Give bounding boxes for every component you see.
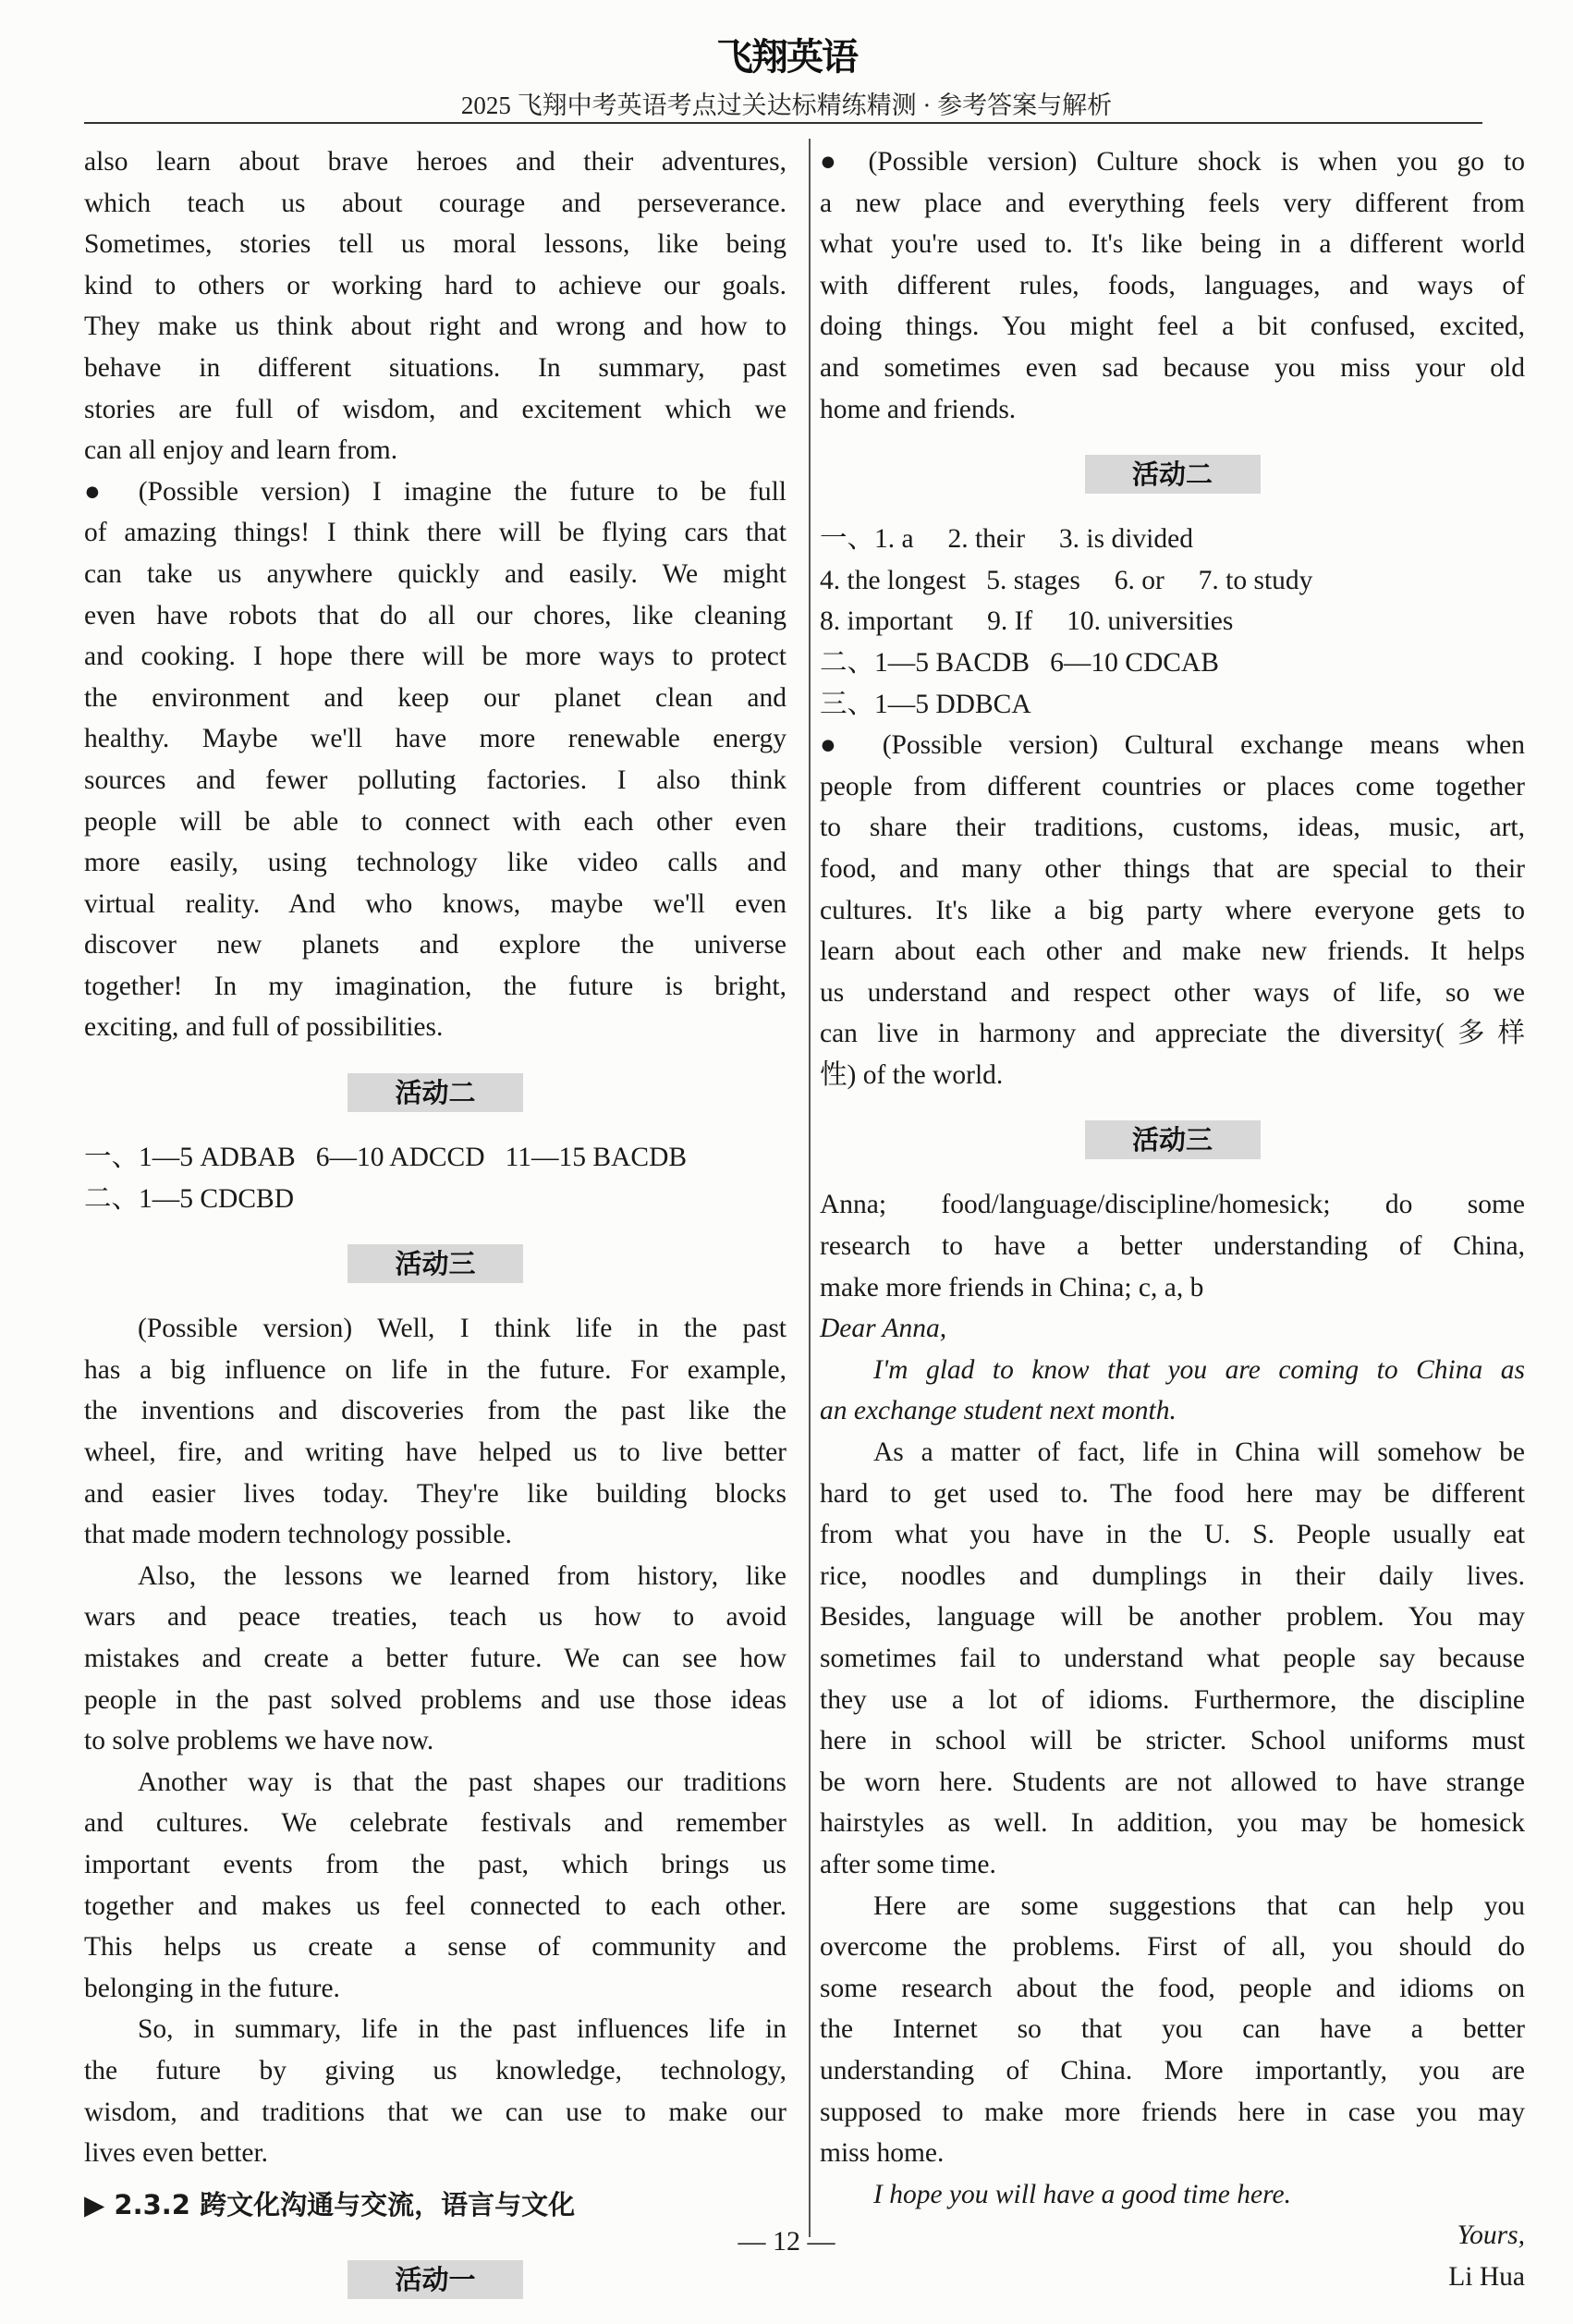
- paragraph: [84, 1556, 786, 1762]
- left-column: [84, 141, 786, 2324]
- text-line: This helps us create a sense of community and: [84, 1932, 786, 1963]
- text-line: I'm glad to know that you are coming to China as: [873, 1354, 1525, 1385]
- text-line: here in school will be stricter. School uniforms must: [820, 1726, 1525, 1756]
- text-line: of amazing things! I think there will be flying cars that: [84, 518, 786, 548]
- text-line: and cooking. I hope there will be more ways to protect: [84, 642, 786, 672]
- text-line: also learn about brave heroes and their adventures,: [84, 147, 786, 177]
- text-line: together! In my imagination, the future is bright,: [84, 971, 786, 1001]
- text-line: exciting, and full of possibilities.: [84, 1012, 444, 1043]
- activity-heading-label: 活动二: [1085, 455, 1261, 494]
- text-line: which teach us about courage and perseverance.: [84, 188, 786, 218]
- text-line: So, in summary, life in the past influences life in: [138, 2014, 786, 2045]
- text-line: virtual reality. And who knows, maybe we'll even: [84, 888, 786, 919]
- text-line: to solve problems we have now.: [84, 1726, 434, 1756]
- text-line: They make us think about right and wrong and how to: [84, 312, 786, 342]
- paragraph: [820, 1308, 1525, 1350]
- text-line: from what you have in the U. S. People usually eat: [820, 1520, 1525, 1550]
- text-line: food, and many other things that are special to their: [820, 853, 1525, 884]
- text-line: lives even better.: [84, 2138, 269, 2169]
- activity-heading: [820, 1095, 1525, 1184]
- text-line: doing things. You might feel a bit confused, excited,: [820, 312, 1525, 342]
- page-number: — 12 —: [738, 2226, 835, 2257]
- text-line: the future by giving us knowledge, technology,: [84, 2055, 786, 2085]
- book-title: 2025 飞翔中考英语考点过关达标精练精测 · 参考答案与解析: [460, 92, 1113, 119]
- text-line: us understand and respect other ways of life, so we: [820, 977, 1525, 1008]
- text-line: Here are some suggestions that can help you: [873, 1890, 1525, 1921]
- text-line: to share their traditions, customs, ideas, music, art,: [820, 813, 1525, 843]
- text-line: has a big influence on life in the future. For example,: [84, 1354, 786, 1385]
- text-line: even have robots that do all our chores, like cleaning: [84, 600, 786, 630]
- text-line: hard to get used to. The food here may be different: [820, 1478, 1525, 1509]
- text-line: ● (Possible version) Culture shock is when you go to: [820, 147, 1525, 177]
- text-line: kind to others or working hard to achieve our goals.: [84, 270, 786, 300]
- activity-heading: [84, 1219, 786, 1308]
- text-line: discover new planets and explore the universe: [84, 930, 786, 960]
- text-line: that made modern technology possible.: [84, 1520, 512, 1550]
- text-line: more easily, using technology like video calls and: [84, 848, 786, 878]
- text-line: can live in harmony and appreciate the diversity(多样: [820, 1019, 1525, 1049]
- text-line: they use a lot of idioms. Furthermore, the discipline: [820, 1684, 1525, 1715]
- text-line: wars and peace treaties, teach us how to avoid: [84, 1602, 786, 1633]
- text-line: people from different countries or places come together: [820, 771, 1525, 801]
- activity-heading-label: 活动二: [348, 1073, 523, 1112]
- paragraph: [84, 1762, 786, 2010]
- text-line: 三、1—5 DDBCA: [820, 689, 1031, 719]
- text-line: after some time.: [820, 1849, 996, 1879]
- text-line: wisdom, and traditions that we can use to make our: [84, 2097, 786, 2127]
- answer-key: [820, 519, 1525, 725]
- text-line: supposed to make more friends here in case you may: [820, 2097, 1525, 2127]
- text-line: Li Hua: [1448, 2261, 1525, 2292]
- text-line: and sometimes even sad because you miss your old: [820, 352, 1525, 383]
- activity-heading: [84, 1048, 786, 1137]
- text-line: home and friends.: [820, 394, 1017, 424]
- text-line: and easier lives today. They're like building blocks: [84, 1478, 786, 1509]
- text-line: Dear Anna,: [820, 1314, 947, 1344]
- column-divider: [809, 139, 811, 2237]
- text-line: Another way is that the past shapes our traditions: [138, 1767, 786, 1797]
- header-rule: [84, 122, 1482, 124]
- text-line: 性) of the world.: [820, 1059, 1004, 1090]
- text-line: (Possible version) Well, I think life in the past: [138, 1314, 786, 1344]
- text-line: sometimes fail to understand what people say because: [820, 1644, 1525, 1673]
- text-line: 二、1—5 BACDB 6—10 CDCAB: [820, 647, 1219, 678]
- section-title: ▶ 2.3.2 跨文化沟通与交流，语言与文化: [84, 2188, 576, 2220]
- text-line: hairstyles as well. In addition, you may be homesick: [820, 1808, 1525, 1839]
- text-line: be worn here. Students are not allowed to have strange: [820, 1767, 1525, 1797]
- paragraph: [84, 1308, 786, 1556]
- text-line: As a matter of fact, life in China will somehow be: [873, 1437, 1525, 1468]
- text-line: important events from the past, which brings us: [84, 1849, 786, 1879]
- text-line: what you're used to. It's like being in a different world: [820, 229, 1525, 260]
- text-line: can take us anywhere quickly and easily. We might: [84, 558, 786, 589]
- text-line: 4. the longest 5. stages 6. or 7. to study: [820, 565, 1313, 595]
- activity-heading-label: 活动一: [348, 2260, 523, 2299]
- text-line: people will be able to connect with each other even: [84, 806, 786, 837]
- text-line: the Internet so that you can have a better: [820, 2014, 1525, 2045]
- text-line: make more friends in China; c, a, b: [820, 1272, 1204, 1303]
- activity-heading-label: 活动三: [1085, 1120, 1261, 1159]
- text-line: people in the past solved problems and use those ideas: [84, 1684, 786, 1715]
- text-line: belonging in the future.: [84, 1973, 340, 2003]
- paragraph: [820, 141, 1525, 430]
- text-line: I hope you will have a good time here.: [873, 2179, 1291, 2209]
- text-line: Besides, language will be another problem. You may: [820, 1602, 1525, 1633]
- answer-key: [84, 1137, 786, 1219]
- paragraph: [84, 141, 786, 471]
- text-line: Anna; food/language/discipline/homesick; do some: [820, 1190, 1525, 1220]
- text-line: Yours,: [1457, 2220, 1525, 2251]
- publisher-logo: 飞翔英语: [716, 36, 857, 79]
- text-line: a new place and everything feels very different from: [820, 188, 1525, 218]
- paragraph: [820, 2257, 1525, 2298]
- activity-heading-label: 活动三: [348, 1244, 523, 1283]
- text-line: 一、1—5 ADBAB 6—10 ADCCD 11—15 BACDB: [84, 1143, 688, 1173]
- text-line: mistakes and create a better future. We can see how: [84, 1644, 786, 1673]
- text-line: 一、1. a 2. their 3. is divided: [820, 524, 1193, 555]
- text-line: some research about the food, people and idioms on: [820, 1973, 1525, 2003]
- text-line: the inventions and discoveries from the past like the: [84, 1396, 786, 1426]
- text-line: 二、1—5 CDCBD: [84, 1183, 295, 1214]
- activity-heading: [820, 430, 1525, 519]
- text-line: 8. important 9. If 10. universities: [820, 606, 1234, 637]
- paragraph: [820, 1886, 1525, 2174]
- paragraph: [820, 1432, 1525, 1886]
- text-line: Also, the lessons we learned from history, like: [138, 1560, 786, 1591]
- text-line: learn about each other and make new friends. It helps: [820, 936, 1525, 967]
- right-column: [820, 141, 1525, 2298]
- text-line: Sometimes, stories tell us moral lessons, like being: [84, 229, 786, 260]
- paragraph: [84, 471, 786, 1048]
- text-line: rice, noodles and dumplings in their daily lives.: [820, 1560, 1525, 1591]
- text-line: and cultures. We celebrate festivals and remember: [84, 1808, 786, 1839]
- text-line: research to have a better understanding of China,: [820, 1231, 1525, 1262]
- text-line: understanding of China. More importantly, you are: [820, 2055, 1525, 2085]
- text-line: miss home.: [820, 2138, 945, 2169]
- text-line: ● (Possible version) Cultural exchange means when: [820, 730, 1525, 761]
- text-line: together and makes us feel connected to each other.: [84, 1890, 786, 1921]
- text-line: the environment and keep our planet clean and: [84, 682, 786, 713]
- text-line: wheel, fire, and writing have helped us to live better: [84, 1437, 786, 1468]
- paragraph: [820, 1184, 1525, 1308]
- text-line: sources and fewer polluting factories. I also think: [84, 764, 786, 795]
- paragraph: [84, 2009, 786, 2173]
- text-line: overcome the problems. First of all, you should do: [820, 1932, 1525, 1963]
- paragraph: [820, 2174, 1525, 2216]
- text-line: an exchange student next month.: [820, 1396, 1177, 1426]
- text-line: with different rules, foods, languages, and ways of: [820, 270, 1525, 300]
- text-line: stories are full of wisdom, and excitement which we: [84, 394, 786, 424]
- paragraph: [820, 1350, 1525, 1432]
- text-line: can all enjoy and learn from.: [84, 435, 398, 466]
- text-line: ● (Possible version) I imagine the future to be full: [84, 476, 786, 507]
- paragraph: [820, 725, 1525, 1095]
- text-line: behave in different situations. In summary, past: [84, 352, 786, 383]
- text-line: cultures. It's like a big party where everyone gets to: [820, 895, 1525, 925]
- text-line: healthy. Maybe we'll have more renewable energy: [84, 724, 786, 754]
